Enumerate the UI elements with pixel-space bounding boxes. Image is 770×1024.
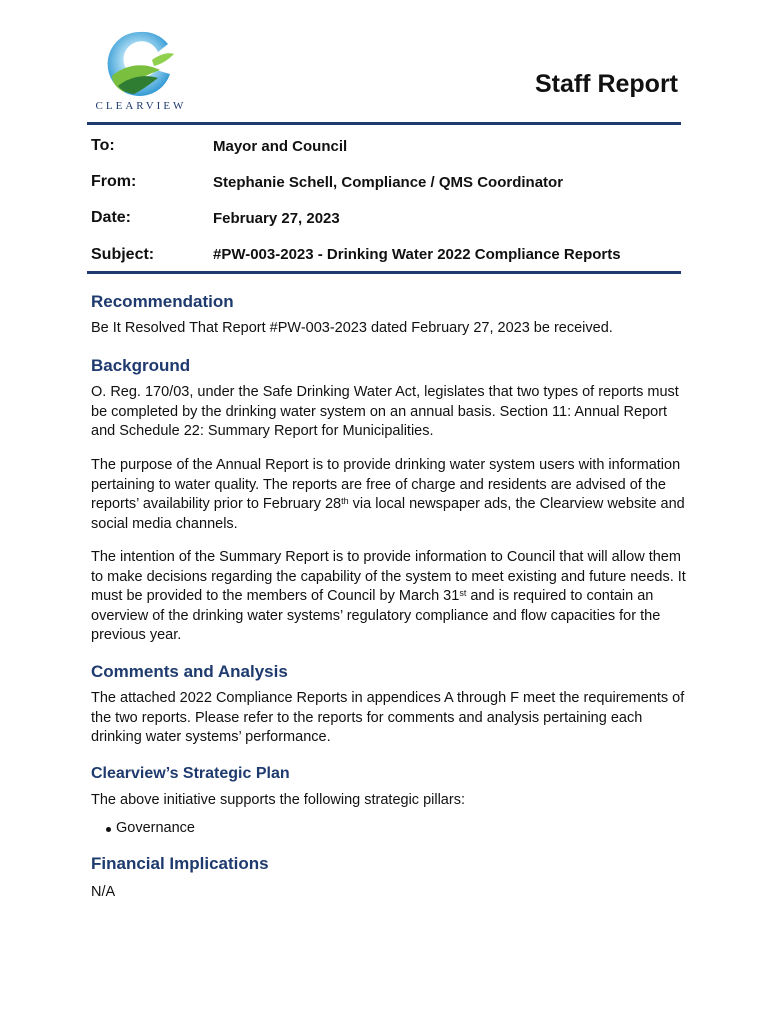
meta-value-to: Mayor and Council xyxy=(213,138,348,155)
background-paragraph-3-sup: st xyxy=(459,588,467,598)
background-paragraph-2-text-a: The purpose of the Annual Report is to provide drinking water system users with information pertaining to water quality. The reports are free of charge and residents are advised of the reports’ availability prior to February 28 xyxy=(91,457,681,512)
recommendation-text: Be It Resolved That Report #PW-003-2023 dated February 27, 2023 be received. xyxy=(91,320,613,336)
bullet-icon xyxy=(106,827,111,832)
clearview-logo xyxy=(86,30,196,116)
background-paragraph-3 xyxy=(91,548,691,646)
background-paragraph-3-text-a: The intention of the Summary Report is to provide information to Council that will allow them to make decisions regarding the capability of the system to meet existing and future needs. It must be provided to the members of Council by March 31 xyxy=(91,549,686,604)
recommendation-heading: Recommendation xyxy=(91,292,234,311)
background-heading: Background xyxy=(91,356,191,375)
financial-heading: Financial Implications xyxy=(91,854,269,873)
background-paragraph-2-text-b: via local newspaper ads, the Clearview website and social media channels. xyxy=(91,496,685,532)
header-divider-bottom xyxy=(87,271,681,274)
meta-label-to: To: xyxy=(91,137,115,154)
page-title: Staff Report xyxy=(534,70,678,98)
background-paragraph-2-sup: th xyxy=(341,496,349,506)
meta-label-subject: Subject: xyxy=(91,246,155,263)
clearview-sun-field-icon xyxy=(104,30,176,96)
meta-value-subject: #PW-003-2023 - Drinking Water 2022 Compliance Reports xyxy=(213,246,621,263)
comments-heading: Comments and Analysis xyxy=(91,662,288,681)
comments-text: The attached 2022 Compliance Reports in appendices A through F meet the requirements of the two reports. Please refer to the reports for comments and analysis pertaining each drinking water systems’ performance. xyxy=(91,690,685,745)
logo-wordmark: CLEARVIEW xyxy=(95,100,187,112)
meta-label-from: From: xyxy=(91,173,137,190)
meta-label-date: Date: xyxy=(91,209,132,226)
background-paragraph-3-text-b: and is required to contain an overview of the drinking water systems’ regulatory compliance and flow capacities for the previous year. xyxy=(91,588,661,643)
background-paragraph-1: O. Reg. 170/03, under the Safe Drinking Water Act, legislates that two types of reports must be completed by the drinking water system on an annual basis. Section 11: Annual Report and Schedule 22: Summary Report for Municipalities. xyxy=(91,384,679,439)
strategic-plan-text: The above initiative supports the following strategic pillars: xyxy=(91,792,465,808)
meta-value-date: February 27, 2023 xyxy=(213,210,340,227)
strategic-plan-heading: Clearview’s Strategic Plan xyxy=(91,765,290,782)
meta-value-from: Stephanie Schell, Compliance / QMS Coordinator xyxy=(213,174,564,191)
financial-text: N/A xyxy=(91,884,116,900)
strategic-pillar-label: Governance xyxy=(116,820,195,836)
strategic-pillar-item xyxy=(116,820,195,836)
background-paragraph-2 xyxy=(91,456,691,534)
header-divider-top xyxy=(87,122,681,125)
